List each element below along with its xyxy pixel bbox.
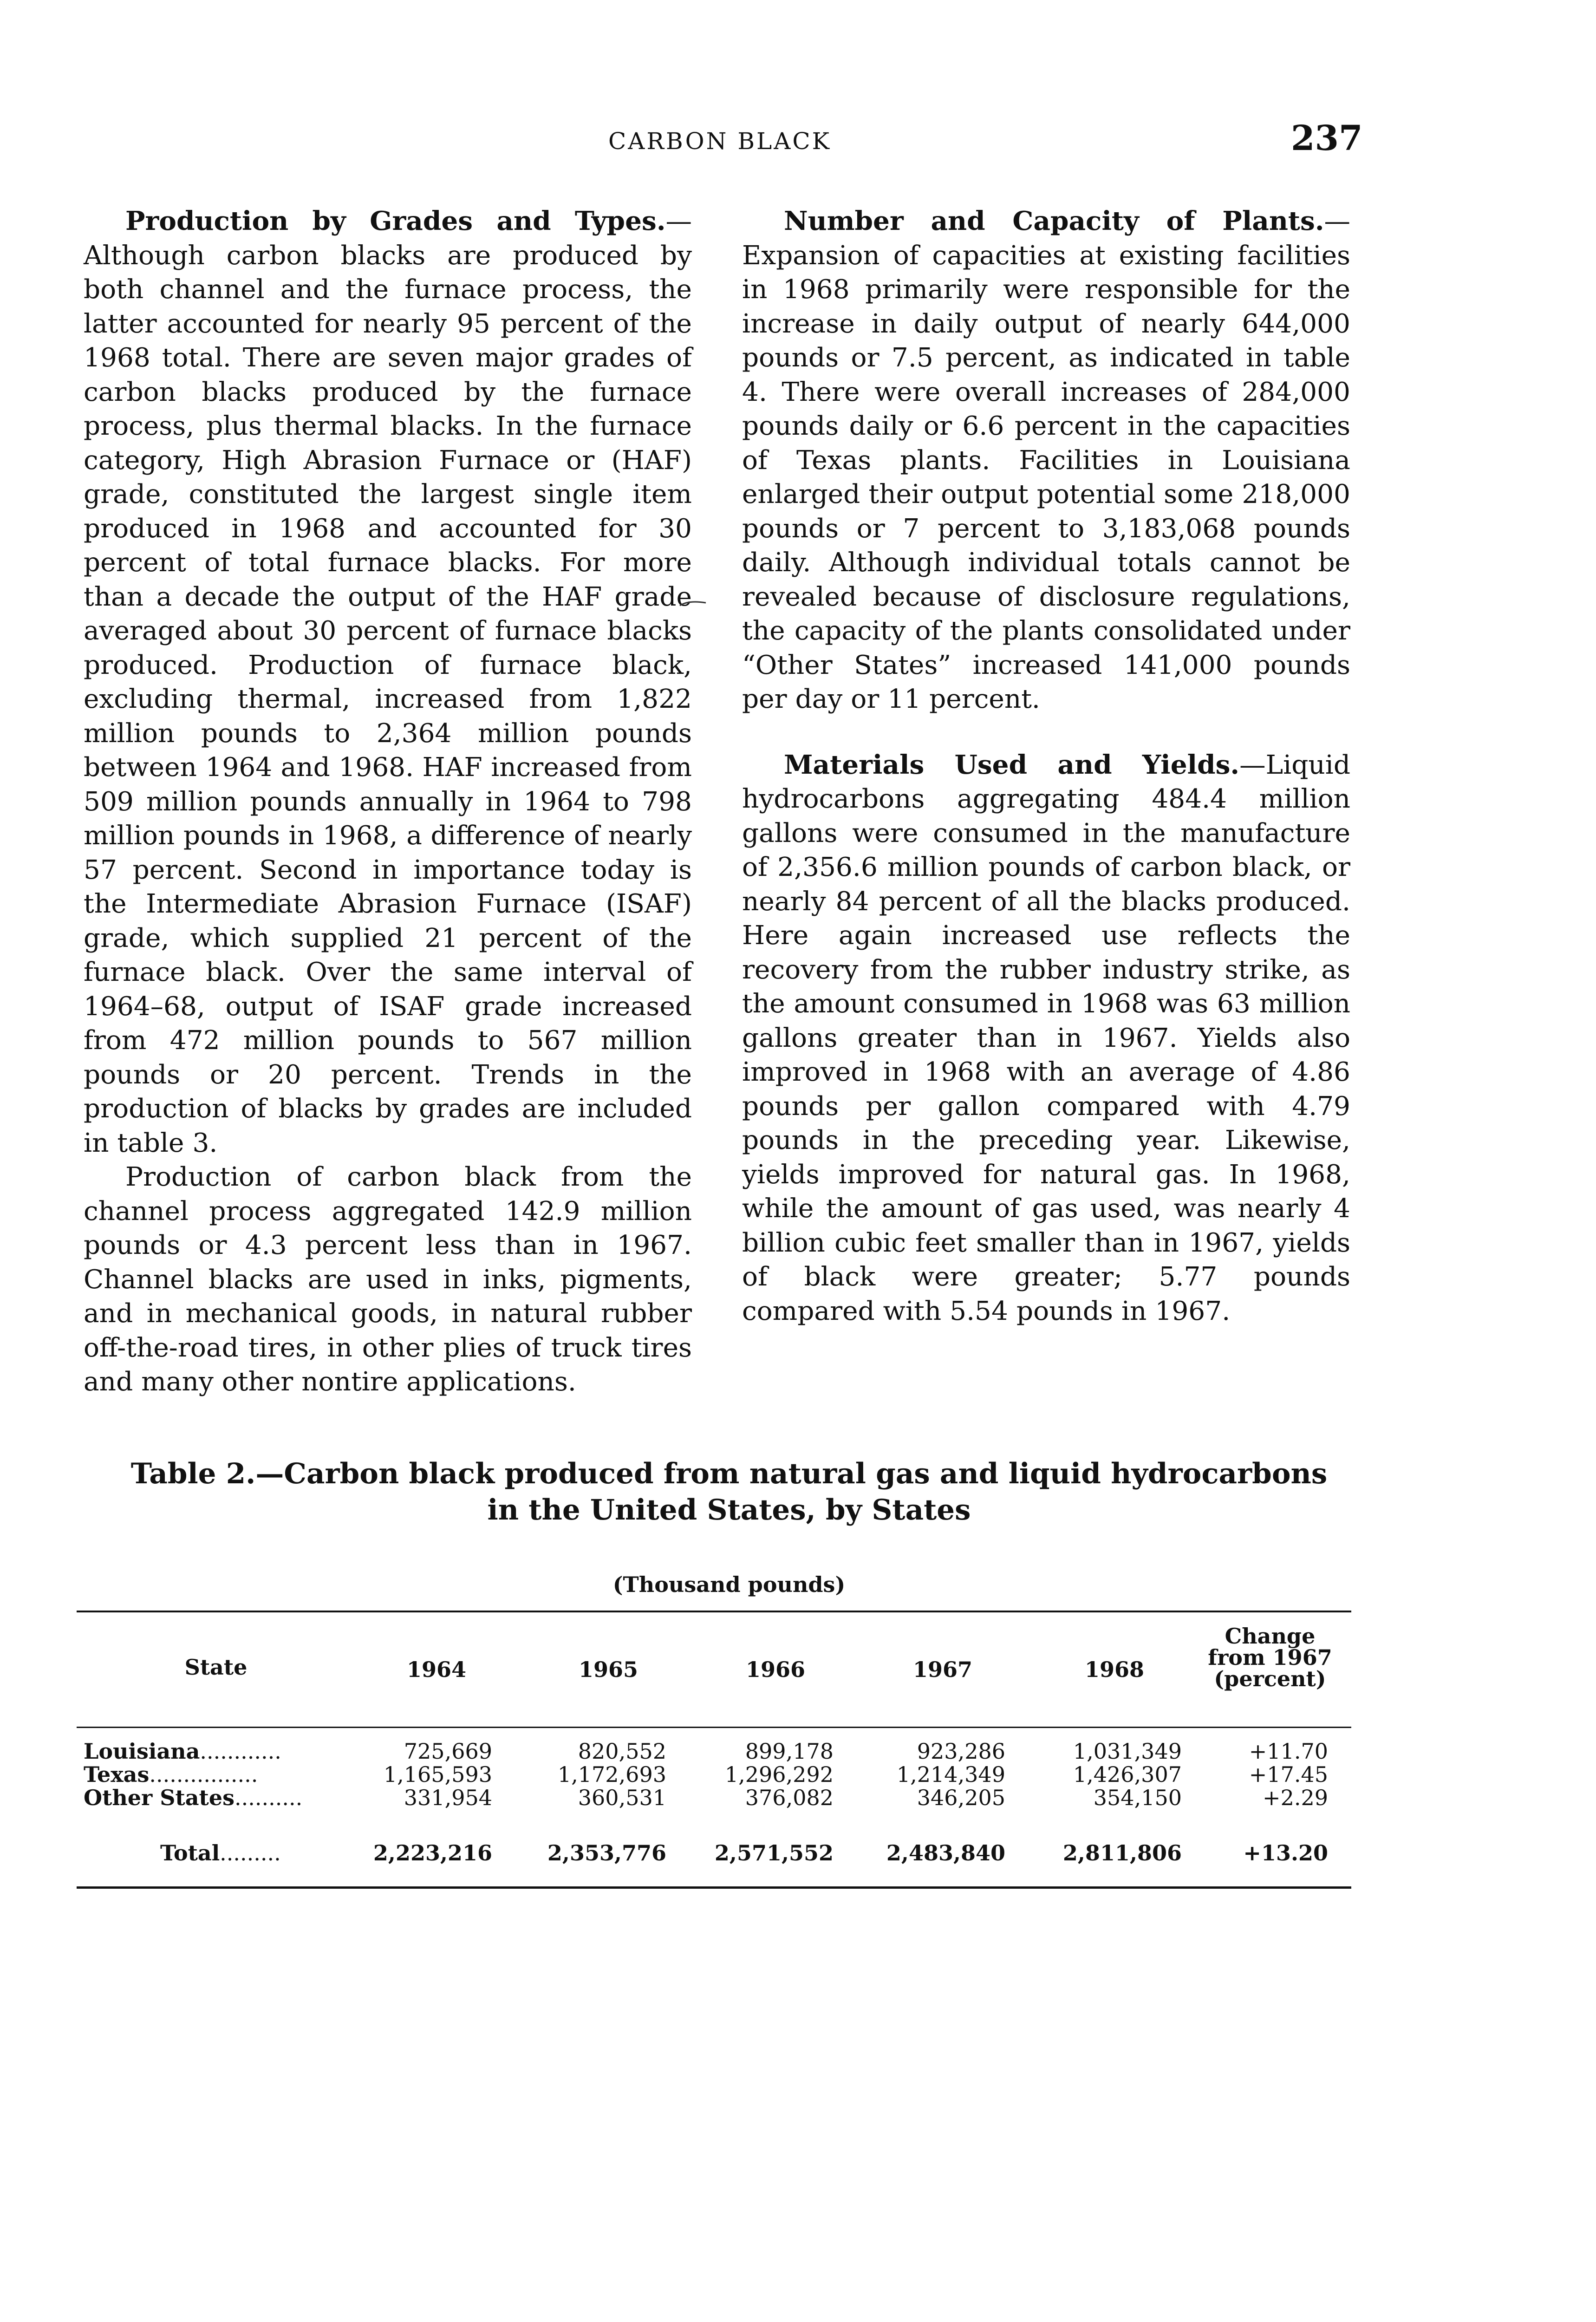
cell-louisiana-1968: 1,031,349 (1073, 1739, 1182, 1764)
cell-total-1967: 2,483,840 (886, 1840, 1005, 1865)
running-title: CARBON BLACK (608, 128, 831, 155)
cell-texas-1968: 1,426,307 (1073, 1762, 1182, 1787)
state-name: Louisiana (84, 1739, 200, 1764)
paragraph-materials-yields (742, 748, 1350, 1329)
table-caption-line-1: Table 2.—Carbon black produced from natural gas and liquid hydrocarbons (130, 1457, 1328, 1490)
cell-texas-1967: 1,214,349 (896, 1762, 1005, 1787)
cell-louisiana-change: +11.70 (1249, 1739, 1328, 1764)
page-number: 237 (1291, 118, 1363, 158)
state-name: Texas (84, 1762, 150, 1787)
cell-louisiana-1965: 820,552 (578, 1739, 666, 1764)
dot-leader: ................ (149, 1762, 258, 1787)
cell-other-states-1964: 331,954 (404, 1785, 492, 1810)
cell-other-states-1966: 376,082 (745, 1785, 834, 1810)
paragraph-text: —Expansion of capacities at existing facilities in 1968 primarily were responsible for the increase in daily output of nearly 644,000 pounds or 7.5 percent, as indicated in table 4. There were overall increases of 284,000 pounds daily or 6.6 percent in the capacities of Texas plants. Facilities in Louisiana enlarged their output potential some 218,000 pounds or 7 percent to 3,183,068 pounds daily. Although individual totals cannot be revealed because of disclosure regulations, the capacity of the plants consolidated under “Other States” increased 141,000 pounds per day or 11 percent. (742, 206, 1350, 714)
row-stub-total (160, 1841, 281, 1865)
cell-total-1966: 2,571,552 (714, 1840, 834, 1865)
column-header-change-line-2: from 1967 (1208, 1645, 1332, 1670)
cell-total-1964: 2,223,216 (373, 1840, 492, 1865)
cell-total-1965: 2,353,776 (547, 1840, 666, 1865)
cell-total-1968: 2,811,806 (1062, 1840, 1182, 1865)
cell-louisiana-1964: 725,669 (404, 1739, 492, 1764)
state-name: Other States (84, 1785, 235, 1810)
section-heading-plants: Number and Capacity of Plants. (784, 206, 1324, 236)
table-rule-bottom (77, 1886, 1351, 1889)
section-heading-production: Production by Grades and Types. (125, 206, 666, 236)
column-header-1968: 1968 (1084, 1657, 1145, 1682)
page-header (0, 118, 1375, 165)
cell-louisiana-1966: 899,178 (745, 1739, 834, 1764)
column-header-1964: 1964 (406, 1657, 467, 1682)
table-caption (84, 1456, 1375, 1528)
dot-leader: ......... (220, 1840, 281, 1865)
cell-texas-1964: 1,165,593 (383, 1762, 492, 1787)
cell-other-states-change: +2.29 (1263, 1785, 1328, 1810)
cell-total-change: +13.20 (1243, 1840, 1328, 1865)
table-rule-header (77, 1727, 1351, 1728)
right-column (742, 204, 1350, 1328)
paragraph-text: —Although carbon blacks are produced by both channel and the furnace process, the latter accounted for nearly 95 percent of the 1968 total. There are seven major grades of carbon blacks produced by the furnace process, plus thermal blacks. In the furnace category, High Abrasion Furnace or (HAF) grade, constituted the largest single item produced in 1968 and accounted for 30 percent of total furnace blacks. For more than a decade the output of the HAF grade averaged about 30 percent of furnace blacks produced. Production of furnace black, excluding thermal, increased from 1,822 million pounds to 2,364 million pounds between 1964 and 1968. HAF increased from 509 million pounds annually in 1964 to 798 million pounds in 1968, a difference of nearly 57 percent. Second in importance today is the Intermediate Abrasion Furnace (ISAF) grade, which supplied 21 percent of the furnace black. Over the same interval of 1964–68, output of ISAF grade increased from 472 million pounds to 567 million pounds or 20 percent. Trends in the production of blacks by grades are included in table 3. (84, 206, 692, 1158)
paragraph-text: —Liquid hydrocarbons aggregating 484.4 million gallons were consumed in the manufacture of 2,356.6 million pounds of carbon black, or nearly 84 percent of all the blacks produced. Here again increased use reflects the recovery from the rubber industry strike, as the amount consumed in 1968 was 63 million gallons greater than in 1967. Yields also improved in 1968 with an average of 4.86 pounds per gallon compared with 4.79 pounds in the preceding year. Likewise, yields improved for natural gas. In 1968, while the amount of gas used, was nearly 4 billion cubic feet smaller than in 1967, yields of black were greater; 5.77 pounds compared with 5.54 pounds in 1967. (742, 750, 1350, 1326)
column-header-1967: 1967 (912, 1657, 973, 1682)
cell-other-states-1965: 360,531 (578, 1785, 666, 1810)
row-stub-texas (84, 1763, 344, 1786)
section-heading-materials: Materials Used and Yields. (784, 749, 1240, 780)
scan-artifact-mark (679, 599, 707, 607)
table-rule-top (77, 1611, 1351, 1612)
cell-texas-1966: 1,296,292 (724, 1762, 834, 1787)
column-header-1966: 1966 (745, 1657, 806, 1682)
cell-texas-1965: 1,172,693 (557, 1762, 666, 1787)
cell-other-states-1967: 346,205 (917, 1785, 1005, 1810)
dot-leader: ............ (200, 1739, 281, 1764)
table-unit-note: (Thousand pounds) (612, 1572, 846, 1597)
column-header-state: State (184, 1655, 248, 1680)
row-stub-other-states (84, 1786, 344, 1809)
total-label: Total (160, 1840, 220, 1865)
row-stub-louisiana (84, 1740, 344, 1763)
cell-louisiana-1967: 923,286 (917, 1739, 1005, 1764)
table-caption-line-2: in the United States, by States (487, 1494, 971, 1526)
left-column (84, 204, 692, 1399)
column-header-change-line-3: (percent) (1214, 1666, 1326, 1691)
paragraph-channel-process: Production of carbon black from the channel process aggregated 142.9 million pounds or 4.3 percent less than in 1967. Channel blacks are used in inks, pigments, and in mechanical goods, in natural rubber off-the-road tires, in other plies of truck tires and many other nontire applications. (84, 1162, 692, 1397)
paragraph-number-capacity (742, 204, 1350, 717)
cell-texas-change: +17.45 (1249, 1762, 1328, 1787)
paragraph-production-by-grades (84, 204, 692, 1160)
cell-other-states-1968: 354,150 (1093, 1785, 1182, 1810)
column-header-change-line-1: Change (1225, 1624, 1316, 1649)
dot-leader: .......... (234, 1785, 303, 1810)
column-header-change (1193, 1625, 1347, 1689)
column-header-1965: 1965 (578, 1657, 638, 1682)
